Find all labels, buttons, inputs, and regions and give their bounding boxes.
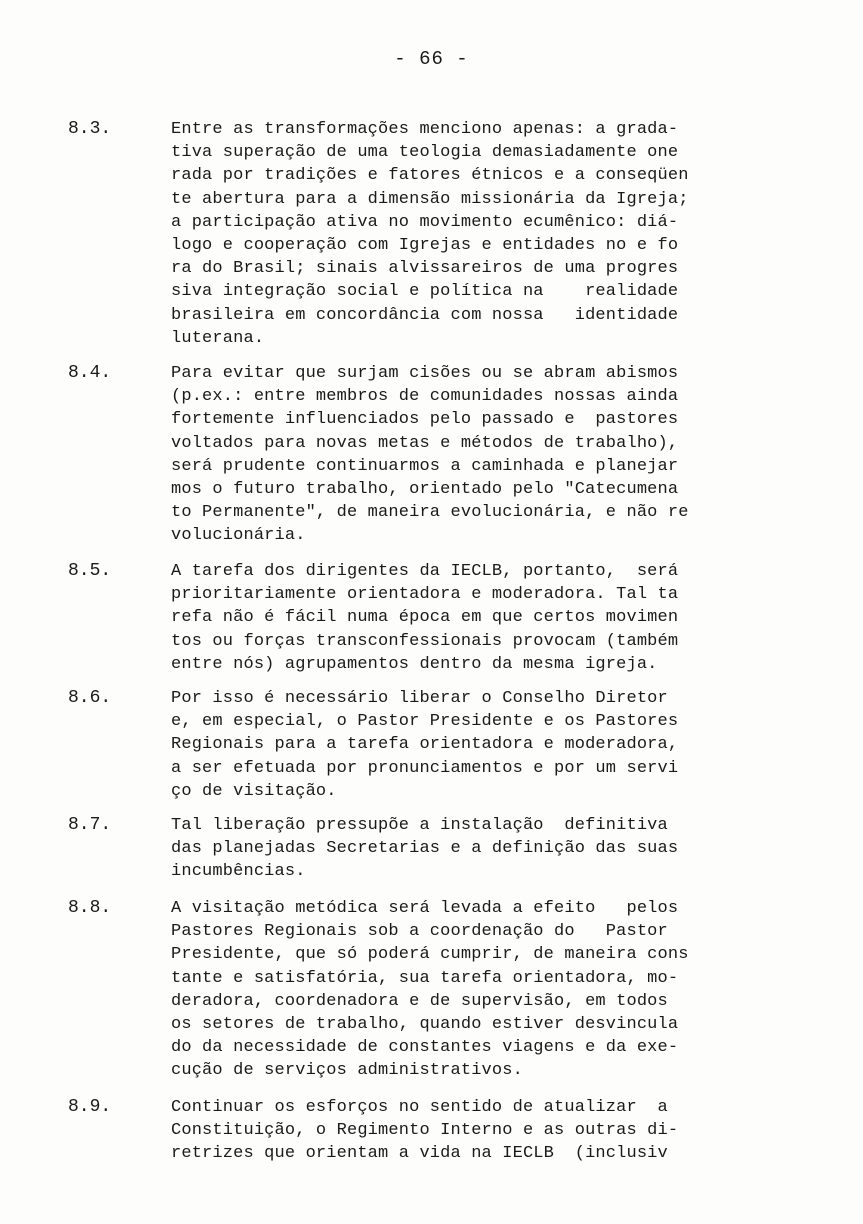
section-number: 8.9. — [68, 1097, 112, 1117]
text-line: prioritariamente orientadora e moderadora. Tal ta — [171, 585, 679, 605]
text-line: e, em especial, o Pastor Presidente e os Pastores — [171, 712, 679, 732]
text-line: refa não é fácil numa época em que certos movimen — [171, 608, 679, 628]
section-text — [171, 814, 716, 884]
text-line: a participação ativa no movimento ecumênico: diá- — [171, 212, 679, 232]
text-line: fortemente influenciados pelo passado e pastores — [171, 410, 679, 430]
text-line: te abertura para a dimensão missionária da Igreja; — [171, 189, 689, 209]
section-number: 8.8. — [68, 898, 112, 918]
section-number: 8.7. — [68, 815, 112, 835]
text-line: Para evitar que surjam cisões ou se abram abismos — [171, 364, 679, 383]
section-text — [171, 118, 716, 350]
text-line: tos ou forças transconfessionais provocam (também — [171, 631, 679, 651]
text-line: ço de visitação. — [171, 781, 337, 801]
text-line: Pastores Regionais sob a coordenação do Pastor — [171, 922, 668, 942]
text-line: volucionária. — [171, 526, 306, 546]
text-line: mos o futuro trabalho, orientado pelo "Catecumena — [171, 480, 679, 500]
text-line: Constituição, o Regimento Interno e as outras di- — [171, 1121, 679, 1141]
section-number: 8.6. — [68, 688, 112, 708]
section-text — [171, 687, 716, 803]
text-line: siva integração social e política na realidade — [171, 282, 679, 302]
section-text — [171, 1096, 716, 1166]
text-line: incumbências. — [171, 862, 306, 882]
text-line: entre nós) agrupamentos dentro da mesma igreja. — [171, 654, 658, 674]
text-line: voltados para novas metas e métodos de trabalho), — [171, 433, 679, 453]
section-text — [171, 362, 716, 548]
text-line: a ser efetuada por pronunciamentos e por um servi — [171, 758, 679, 778]
text-line: cução de serviços administrativos. — [171, 1061, 523, 1081]
section-number: 8.3. — [68, 119, 112, 139]
text-line: das planejadas Secretarias e a definição das suas — [171, 839, 679, 859]
text-line: ra do Brasil; sinais alvissareiros de uma progres — [171, 259, 679, 279]
section-text — [171, 560, 716, 676]
text-line: (p.ex.: entre membros de comunidades nossas ainda — [171, 387, 679, 407]
text-line: Tal liberação pressupõe a instalação definitiva — [171, 816, 668, 835]
text-line: Continuar os esforços no sentido de atualizar a — [171, 1098, 668, 1117]
section-number: 8.4. — [68, 363, 112, 383]
text-line: logo e cooperação com Igrejas e entidades no e fo — [171, 236, 679, 256]
text-line: rada por tradições e fatores étnicos e a conseqüen — [171, 166, 689, 186]
section-text — [171, 897, 716, 1083]
text-line: A visitação metódica será levada a efeito pelos — [171, 899, 679, 918]
text-line: Entre as transformações menciono apenas: a grada- — [171, 120, 679, 139]
text-line: tiva superação de uma teologia demasiadamente one — [171, 143, 679, 163]
text-line: será prudente continuarmos a caminhada e planejar — [171, 456, 679, 476]
text-line: luterana. — [171, 328, 265, 348]
text-line: retrizes que orientam a vida na IECLB (inclusiv — [171, 1144, 668, 1164]
text-line: brasileira em concordância com nossa identidade — [171, 305, 679, 325]
text-line: to Permanente", de maneira evolucionária, e não re — [171, 503, 689, 523]
text-line: do da necessidade de constantes viagens e da exe- — [171, 1038, 679, 1058]
text-line: Presidente, que só poderá cumprir, de maneira cons — [171, 945, 689, 965]
section-number: 8.5. — [68, 561, 112, 581]
text-line: Regionais para a tarefa orientadora e moderadora, — [171, 735, 679, 755]
text-line: A tarefa dos dirigentes da IECLB, portanto, será — [171, 562, 679, 581]
text-line: deradora, coordenadora e de supervisão, em todos — [171, 991, 668, 1011]
text-line: tante e satisfatória, sua tarefa orientadora, mo- — [171, 968, 679, 988]
text-line: os setores de trabalho, quando estiver desvincula — [171, 1015, 679, 1035]
page-number: - 66 - — [394, 48, 469, 70]
text-line: Por isso é necessário liberar o Conselho Diretor — [171, 689, 668, 708]
